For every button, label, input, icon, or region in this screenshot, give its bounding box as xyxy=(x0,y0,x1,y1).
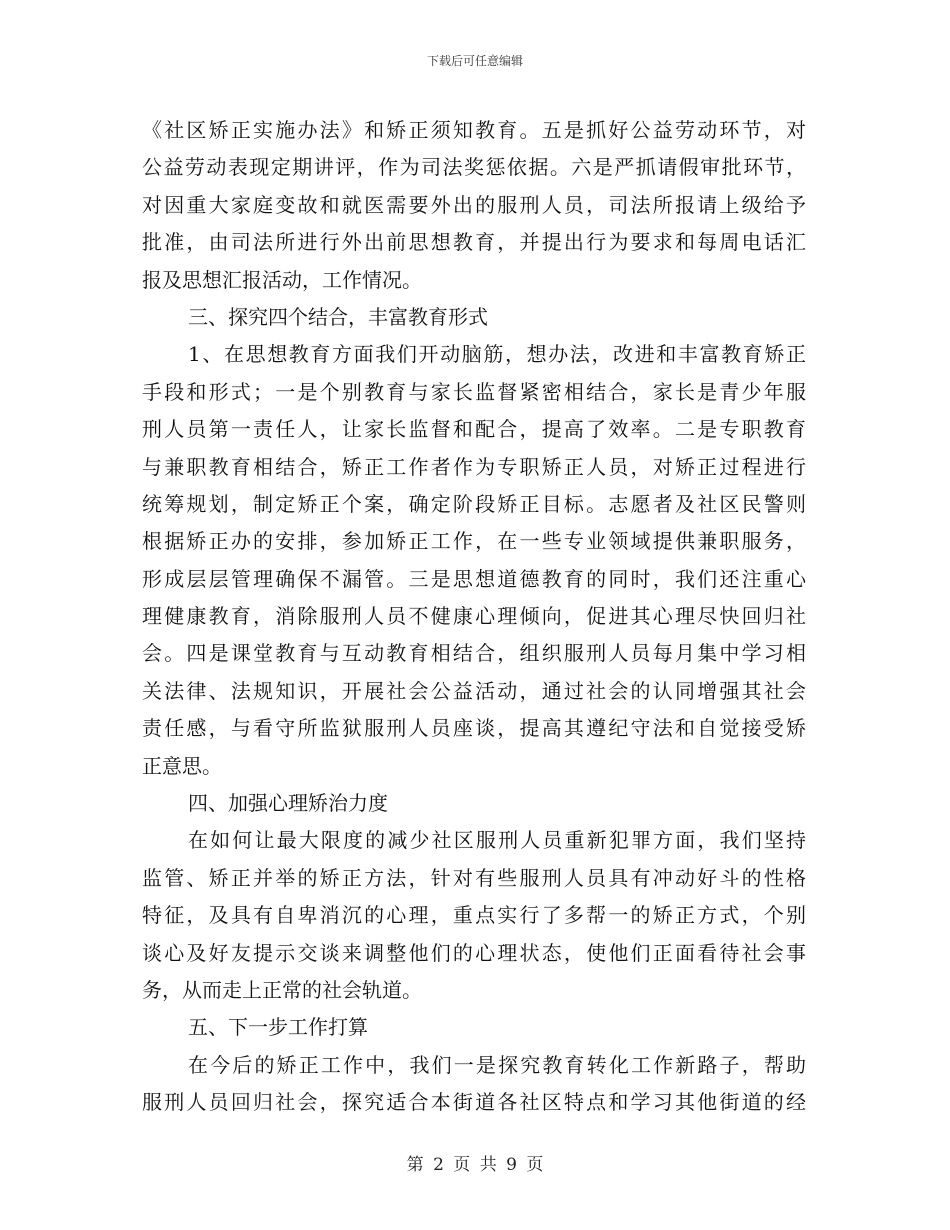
body-line: 与兼职教育相结合，矫正工作者作为专职矫正人员，对矫正过程进行 xyxy=(142,454,806,479)
body-line: 公益劳动表现定期讲评，作为司法奖惩依据。六是严抓请假审批环节， xyxy=(142,155,806,180)
section-heading: 五、下一步工作打算 xyxy=(188,1015,368,1040)
body-line: 对因重大家庭变故和就医需要外出的服刑人员，司法所报请上级给予 xyxy=(142,192,806,217)
body-line: 报及思想汇报活动，工作情况。 xyxy=(142,267,422,292)
body-line: 刑人员第一责任人，让家长监督和配合，提高了效率。二是专职教育 xyxy=(142,417,806,442)
page-number: 第 2 页 共 9 页 xyxy=(406,1155,544,1175)
document-body xyxy=(142,112,806,1122)
body-line: 正意思。 xyxy=(142,753,222,778)
body-line: 理健康教育，消除服刑人员不健康心理倾向，促进其心理尽快回归社 xyxy=(142,604,806,629)
body-line: 务，从而走上正常的社会轨道。 xyxy=(142,977,422,1002)
body-line: 在今后的矫正工作中，我们一是探究教育转化工作新路子，帮助 xyxy=(188,1052,806,1077)
body-line: 监管、矫正并举的矫正方法，针对有些服刑人员具有冲动好斗的性格 xyxy=(142,865,806,890)
body-line: 谈心及好友提示交谈来调整他们的心理状态，使他们正面看待社会事 xyxy=(142,940,806,965)
body-line: 形成层层管理确保不漏管。三是思想道德教育的同时，我们还注重心 xyxy=(142,566,806,591)
body-line: 责任感，与看守所监狱服刑人员座谈，提高其遵纪守法和自觉接受矫 xyxy=(142,716,806,741)
body-line: 在如何让最大限度的减少社区服刑人员重新犯罪方面，我们坚持 xyxy=(188,828,806,853)
body-line: 服刑人员回归社会，探究适合本街道各社区特点和学习其他街道的经 xyxy=(142,1090,806,1115)
body-line: 统筹规划，制定矫正个案，确定阶段矫正目标。志愿者及社区民警则 xyxy=(142,491,806,516)
body-line: 关法律、法规知识，开展社会公益活动，通过社会的认同增强其社会 xyxy=(142,678,806,703)
body-line: 会。四是课堂教育与互动教育相结合，组织服刑人员每月集中学习相 xyxy=(142,641,806,666)
body-line: 批准，由司法所进行外出前思想教育，并提出行为要求和每周电话汇 xyxy=(142,230,806,255)
body-line: 1、在思想教育方面我们开动脑筋，想办法，改进和丰富教育矫正 xyxy=(188,342,806,367)
page-header: 下载后可任意编辑 xyxy=(426,54,523,68)
section-heading: 四、加强心理矫治力度 xyxy=(188,791,388,816)
section-heading: 三、探究四个结合，丰富教育形式 xyxy=(188,304,488,329)
body-line: 根据矫正办的安排，参加矫正工作，在一些专业领域提供兼职服务， xyxy=(142,529,806,554)
body-line: 手段和形式；一是个别教育与家长监督紧密相结合，家长是青少年服 xyxy=(142,379,806,404)
body-line: 特征，及具有自卑消沉的心理，重点实行了多帮一的矫正方式，个别 xyxy=(142,903,806,928)
body-line: 《社区矫正实施办法》和矫正须知教育。五是抓好公益劳动环节，对 xyxy=(142,118,806,142)
